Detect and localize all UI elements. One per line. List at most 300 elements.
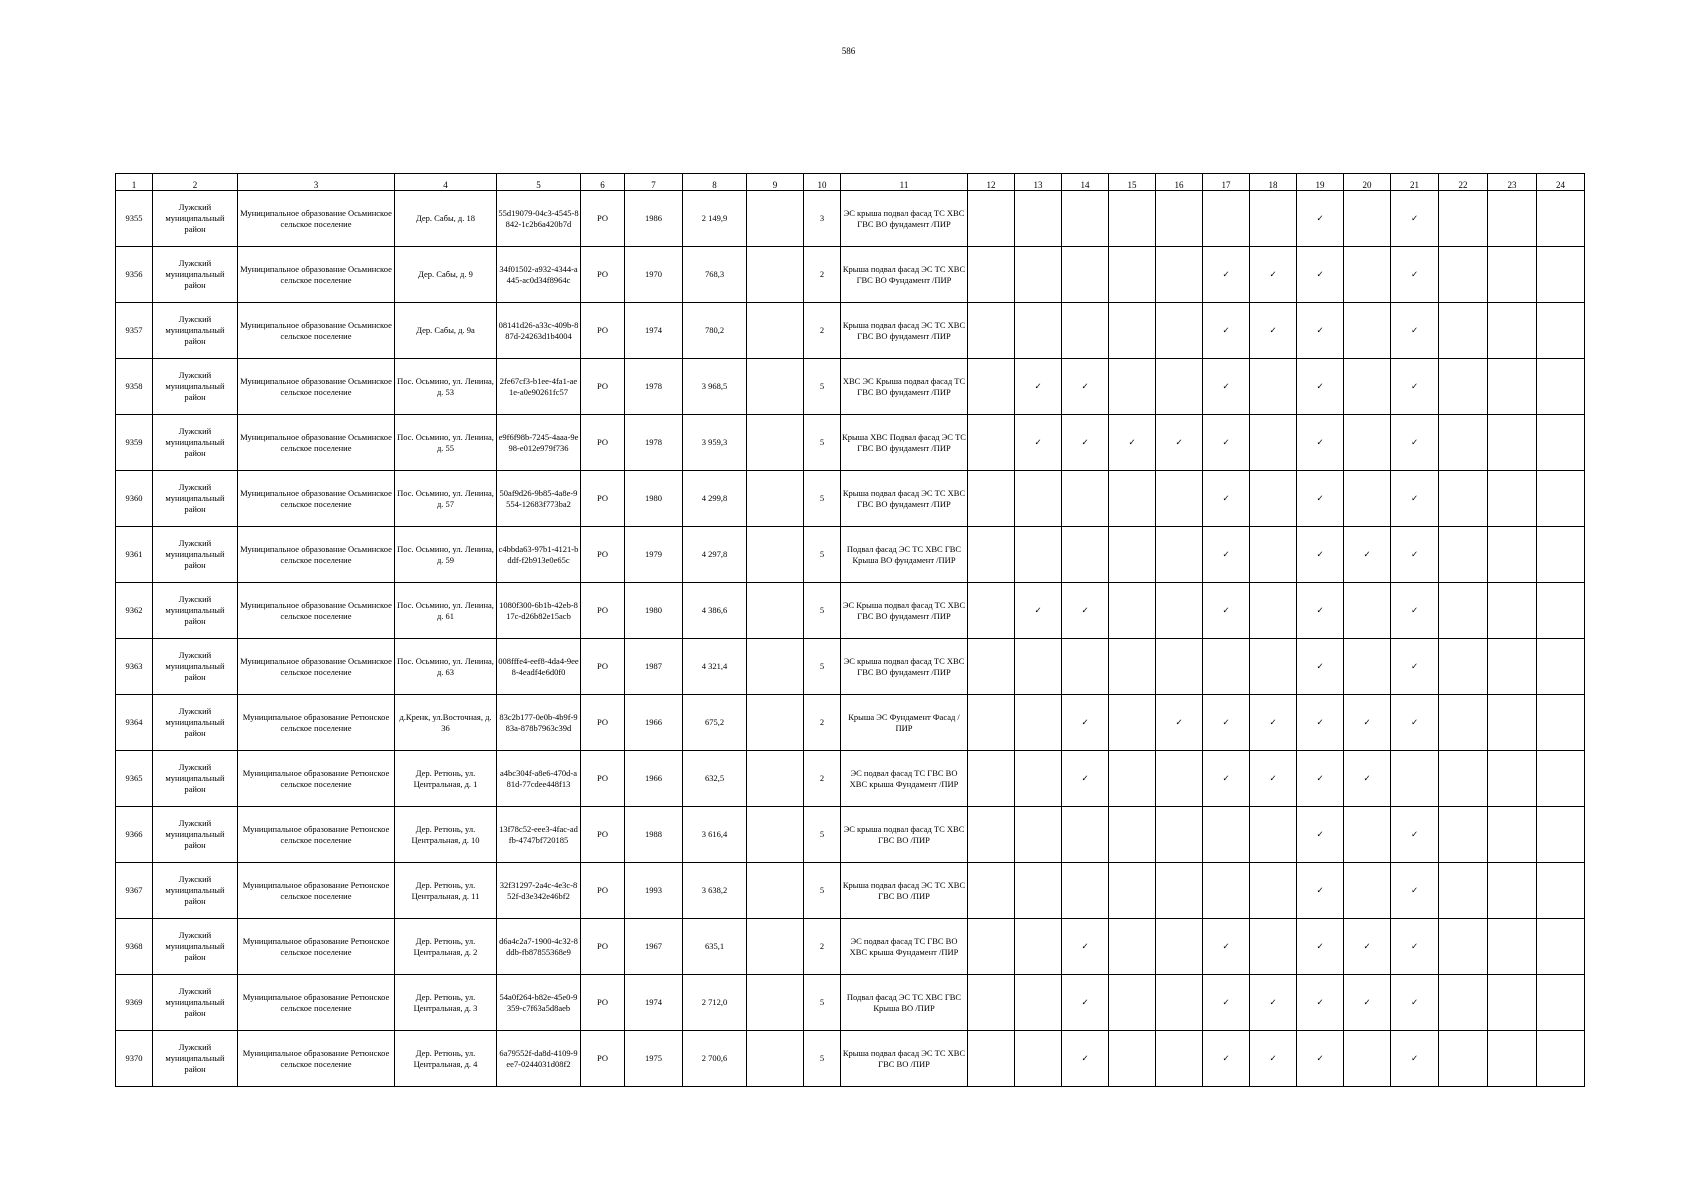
check-mark-icon: ✓ [1410,1053,1419,1063]
type-cell: РО [581,863,625,919]
address-cell: Дер. Сабы, д. 9а [395,303,497,359]
type-cell: РО [581,751,625,807]
check-cell-col-12 [968,415,1015,471]
check-mark-icon: ✓ [1410,661,1419,671]
check-mark-icon: ✓ [1316,381,1324,391]
works-list-cell: Подвал фасад ЭС ТС ХВС ГВС Крыша ВО /ПИР [841,975,968,1031]
building-id-cell: c4bbda63-97b1-4121-bddf-f2b913e0e65c [497,527,581,583]
building-id-cell: 32f31297-2a4c-4e3c-852f-d3e342e46bf2 [497,863,581,919]
column-9-cell [747,415,804,471]
check-cell-col-24 [1537,359,1585,415]
check-mark-icon: ✓ [1316,885,1324,895]
district-cell: Лужский муниципальный район [153,751,238,807]
district-cell: Лужский муниципальный район [153,1031,238,1087]
check-cell-col-16 [1156,191,1203,247]
check-cell-col-21 [1391,1031,1439,1087]
check-cell-col-15 [1109,527,1156,583]
floors-cell: 5 [804,863,841,919]
table-row [116,247,1585,303]
check-cell-col-19 [1297,807,1344,863]
column-header-8: 8 [683,174,747,191]
table-row [116,695,1585,751]
check-cell-col-13 [1015,471,1062,527]
check-cell-col-14 [1062,695,1109,751]
check-cell-col-18 [1250,303,1297,359]
column-9-cell [747,303,804,359]
check-cell-col-19 [1297,415,1344,471]
check-cell-col-23 [1488,1031,1537,1087]
district-cell: Лужский муниципальный район [153,919,238,975]
check-cell-col-14 [1062,303,1109,359]
check-cell-col-20 [1344,919,1391,975]
table-row [116,863,1585,919]
year-cell: 1970 [625,247,683,303]
check-cell-col-17 [1203,807,1250,863]
check-mark-icon: ✓ [1081,773,1089,783]
check-cell-col-20 [1344,583,1391,639]
check-cell-col-18 [1250,919,1297,975]
check-mark-icon: ✓ [1269,773,1277,783]
check-mark-icon: ✓ [1316,997,1324,1007]
check-cell-col-17 [1203,639,1250,695]
check-mark-icon: ✓ [1222,941,1230,951]
check-mark-icon: ✓ [1410,885,1419,895]
check-cell-col-24 [1537,919,1585,975]
check-mark-icon: ✓ [1316,941,1324,951]
check-cell-col-22 [1439,975,1488,1031]
check-cell-col-15 [1109,583,1156,639]
check-cell-col-13 [1015,1031,1062,1087]
check-mark-icon: ✓ [1316,549,1324,559]
floors-cell: 2 [804,247,841,303]
district-cell: Лужский муниципальный район [153,583,238,639]
type-cell: РО [581,975,625,1031]
type-cell: РО [581,415,625,471]
check-cell-col-17 [1203,695,1250,751]
check-mark-icon: ✓ [1363,941,1371,951]
column-9-cell [747,471,804,527]
type-cell: РО [581,191,625,247]
check-cell-col-20 [1344,863,1391,919]
check-mark-icon: ✓ [1081,717,1089,727]
check-mark-icon: ✓ [1410,997,1419,1007]
building-id-cell: d6a4c2a7-1900-4c32-8ddb-fb87855368e9 [497,919,581,975]
check-cell-col-16 [1156,247,1203,303]
building-id-cell: 13f78c52-eee3-4fac-adfb-4747bf720185 [497,807,581,863]
column-9-cell [747,191,804,247]
check-cell-col-17 [1203,975,1250,1031]
check-cell-col-16 [1156,807,1203,863]
check-cell-col-22 [1439,527,1488,583]
check-cell-col-14 [1062,919,1109,975]
check-cell-col-22 [1439,583,1488,639]
year-cell: 1979 [625,527,683,583]
check-cell-col-13 [1015,303,1062,359]
check-mark-icon: ✓ [1081,997,1089,1007]
column-header-15: 15 [1109,174,1156,191]
column-header-10: 10 [804,174,841,191]
check-cell-col-21 [1391,191,1439,247]
check-cell-col-20 [1344,415,1391,471]
works-list-cell: ХВС ЭС Крыша подвал фасад ТС ГВС ВО фундамент /ПИР [841,359,968,415]
type-cell: РО [581,527,625,583]
check-mark-icon: ✓ [1222,269,1230,279]
year-cell: 1966 [625,695,683,751]
address-cell: Пос. Осьмино, ул. Ленина, д. 63 [395,639,497,695]
check-cell-col-15 [1109,471,1156,527]
table-row [116,583,1585,639]
type-cell: РО [581,247,625,303]
check-cell-col-12 [968,975,1015,1031]
check-mark-icon: ✓ [1316,661,1324,671]
column-header-9: 9 [747,174,804,191]
municipality-cell: Муниципальное образование Ретюнское сельское поселение [238,807,395,863]
check-cell-col-24 [1537,751,1585,807]
check-cell-col-20 [1344,751,1391,807]
column-9-cell [747,639,804,695]
area-cell: 675,2 [683,695,747,751]
table-row [116,1031,1585,1087]
address-cell: Пос. Осьмино, ул. Ленина, д. 61 [395,583,497,639]
check-cell-col-12 [968,751,1015,807]
works-list-cell: ЭС крыша подвал фасад ТС ХВС ГВС ВО /ПИР [841,807,968,863]
check-cell-col-23 [1488,527,1537,583]
check-cell-col-21 [1391,695,1439,751]
building-id-cell: a4bc304f-a8e6-470d-a81d-77cdee448f13 [497,751,581,807]
municipality-cell: Муниципальное образование Ретюнское сельское поселение [238,751,395,807]
check-cell-col-19 [1297,583,1344,639]
district-cell: Лужский муниципальный район [153,975,238,1031]
area-cell: 632,5 [683,751,747,807]
municipality-cell: Муниципальное образование Осьминское сельское поселение [238,583,395,639]
check-mark-icon: ✓ [1410,381,1419,391]
check-cell-col-13 [1015,751,1062,807]
check-mark-icon: ✓ [1034,605,1042,615]
works-list-cell: Подвал фасад ЭС ТС ХВС ГВС Крыша ВО фундамент /ПИР [841,527,968,583]
check-cell-col-12 [968,695,1015,751]
check-cell-col-16 [1156,751,1203,807]
column-number-row [116,174,1585,191]
district-cell: Лужский муниципальный район [153,471,238,527]
check-cell-col-23 [1488,583,1537,639]
column-9-cell [747,359,804,415]
check-cell-col-23 [1488,863,1537,919]
check-mark-icon: ✓ [1316,717,1324,727]
check-cell-col-13 [1015,807,1062,863]
address-cell: Дер. Ретюнь, ул. Центральная, д. 10 [395,807,497,863]
check-mark-icon: ✓ [1222,549,1230,559]
check-mark-icon: ✓ [1081,941,1089,951]
check-cell-col-16 [1156,975,1203,1031]
check-cell-col-16 [1156,527,1203,583]
area-cell: 3 968,5 [683,359,747,415]
column-header-13: 13 [1015,174,1062,191]
municipality-cell: Муниципальное образование Ретюнское сельское поселение [238,919,395,975]
type-cell: РО [581,359,625,415]
area-cell: 635,1 [683,919,747,975]
check-cell-col-17 [1203,1031,1250,1087]
type-cell: РО [581,695,625,751]
column-9-cell [747,863,804,919]
year-cell: 1980 [625,583,683,639]
check-cell-col-22 [1439,1031,1488,1087]
year-cell: 1967 [625,919,683,975]
area-cell: 768,3 [683,247,747,303]
check-cell-col-24 [1537,695,1585,751]
check-cell-col-15 [1109,751,1156,807]
check-cell-col-22 [1439,303,1488,359]
check-mark-icon: ✓ [1363,773,1371,783]
check-mark-icon: ✓ [1316,269,1324,279]
floors-cell: 5 [804,807,841,863]
check-cell-col-22 [1439,471,1488,527]
check-cell-col-20 [1344,695,1391,751]
check-cell-col-14 [1062,527,1109,583]
check-cell-col-23 [1488,639,1537,695]
check-cell-col-22 [1439,359,1488,415]
district-cell: Лужский муниципальный район [153,191,238,247]
check-cell-col-17 [1203,751,1250,807]
check-cell-col-15 [1109,359,1156,415]
check-mark-icon: ✓ [1316,213,1324,223]
year-cell: 1975 [625,1031,683,1087]
floors-cell: 2 [804,751,841,807]
building-id-cell: 55d19079-04c3-4545-8842-1c2b6a420b7d [497,191,581,247]
municipality-cell: Муниципальное образование Осьминское сельское поселение [238,359,395,415]
check-mark-icon: ✓ [1410,437,1419,447]
district-cell: Лужский муниципальный район [153,695,238,751]
floors-cell: 2 [804,695,841,751]
check-cell-col-12 [968,807,1015,863]
column-header-24: 24 [1537,174,1585,191]
check-cell-col-14 [1062,583,1109,639]
check-mark-icon: ✓ [1316,1053,1324,1063]
works-list-cell: ЭС крыша подвал фасад ТС ХВС ГВС ВО фундамент /ПИР [841,639,968,695]
check-cell-col-19 [1297,975,1344,1031]
check-cell-col-13 [1015,863,1062,919]
table-row [116,527,1585,583]
works-list-cell: Крыша ХВС Подвал фасад ЭС ТС ГВС ВО фундамент /ПИР [841,415,968,471]
check-mark-icon: ✓ [1410,829,1419,839]
check-cell-col-19 [1297,919,1344,975]
check-cell-col-13 [1015,975,1062,1031]
check-cell-col-17 [1203,919,1250,975]
area-cell: 4 321,4 [683,639,747,695]
column-header-6: 6 [581,174,625,191]
district-cell: Лужский муниципальный район [153,527,238,583]
row-number-cell: 9363 [116,639,153,695]
check-cell-col-17 [1203,247,1250,303]
check-cell-col-23 [1488,303,1537,359]
building-id-cell: 1080f300-6b1b-42eb-817c-d26b82e15acb [497,583,581,639]
column-header-18: 18 [1250,174,1297,191]
check-cell-col-24 [1537,527,1585,583]
check-cell-col-20 [1344,247,1391,303]
row-number-cell: 9365 [116,751,153,807]
check-cell-col-15 [1109,191,1156,247]
floors-cell: 2 [804,919,841,975]
table-row [116,751,1585,807]
address-cell: д.Кренк, ул.Восточная, д. 36 [395,695,497,751]
check-cell-col-22 [1439,751,1488,807]
check-cell-col-21 [1391,247,1439,303]
check-cell-col-12 [968,583,1015,639]
check-cell-col-12 [968,639,1015,695]
works-list-cell: Крыша подвал фасад ЭС ТС ХВС ГВС ВО /ПИР [841,1031,968,1087]
check-mark-icon: ✓ [1222,1053,1230,1063]
type-cell: РО [581,639,625,695]
check-mark-icon: ✓ [1034,381,1042,391]
check-cell-col-24 [1537,415,1585,471]
address-cell: Дер. Сабы, д. 18 [395,191,497,247]
district-cell: Лужский муниципальный район [153,807,238,863]
check-cell-col-23 [1488,751,1537,807]
check-mark-icon: ✓ [1316,605,1324,615]
check-cell-col-15 [1109,695,1156,751]
check-cell-col-12 [968,863,1015,919]
area-cell: 2 700,6 [683,1031,747,1087]
check-cell-col-18 [1250,695,1297,751]
row-number-cell: 9361 [116,527,153,583]
check-cell-col-19 [1297,359,1344,415]
building-id-cell: 83c2b177-0e0b-4b9f-983a-878b7963c39d [497,695,581,751]
column-9-cell [747,695,804,751]
check-mark-icon: ✓ [1222,717,1230,727]
check-cell-col-22 [1439,863,1488,919]
address-cell: Дер. Ретюнь, ул. Центральная, д. 3 [395,975,497,1031]
check-cell-col-13 [1015,191,1062,247]
building-id-cell: 008fffe4-eef8-4da4-9ee8-4eadf4e6d0f0 [497,639,581,695]
municipality-cell: Муниципальное образование Ретюнское сельское поселение [238,1031,395,1087]
check-cell-col-19 [1297,191,1344,247]
works-list-cell: Крыша ЭС Фундамент Фасад /ПИР [841,695,968,751]
check-mark-icon: ✓ [1222,997,1230,1007]
check-mark-icon: ✓ [1222,325,1230,335]
check-cell-col-24 [1537,639,1585,695]
column-9-cell [747,807,804,863]
year-cell: 1987 [625,639,683,695]
floors-cell: 5 [804,1031,841,1087]
check-cell-col-22 [1439,415,1488,471]
check-mark-icon: ✓ [1363,717,1371,727]
type-cell: РО [581,807,625,863]
check-cell-col-23 [1488,807,1537,863]
check-cell-col-18 [1250,639,1297,695]
check-cell-col-20 [1344,471,1391,527]
check-cell-col-13 [1015,639,1062,695]
check-cell-col-20 [1344,191,1391,247]
check-cell-col-23 [1488,695,1537,751]
check-cell-col-14 [1062,975,1109,1031]
check-cell-col-21 [1391,583,1439,639]
check-cell-col-15 [1109,415,1156,471]
check-mark-icon: ✓ [1081,437,1089,447]
check-cell-col-14 [1062,247,1109,303]
column-header-19: 19 [1297,174,1344,191]
check-cell-col-21 [1391,919,1439,975]
check-cell-col-16 [1156,471,1203,527]
check-cell-col-17 [1203,303,1250,359]
district-cell: Лужский муниципальный район [153,303,238,359]
check-cell-col-14 [1062,751,1109,807]
check-cell-col-21 [1391,527,1439,583]
floors-cell: 5 [804,359,841,415]
check-cell-col-18 [1250,751,1297,807]
table-row [116,191,1585,247]
works-list-cell: ЭС крыша подвал фасад ТС ХВС ГВС ВО фундамент /ПИР [841,191,968,247]
page-number: 586 [841,46,856,56]
row-number-cell: 9364 [116,695,153,751]
check-mark-icon: ✓ [1269,717,1277,727]
check-cell-col-23 [1488,919,1537,975]
municipality-cell: Муниципальное образование Осьминское сельское поселение [238,415,395,471]
column-header-14: 14 [1062,174,1109,191]
check-cell-col-13 [1015,247,1062,303]
check-cell-col-23 [1488,415,1537,471]
check-cell-col-16 [1156,639,1203,695]
check-cell-col-19 [1297,1031,1344,1087]
check-cell-col-15 [1109,863,1156,919]
check-cell-col-20 [1344,639,1391,695]
municipality-cell: Муниципальное образование Осьминское сельское поселение [238,247,395,303]
check-mark-icon: ✓ [1128,437,1136,447]
check-cell-col-19 [1297,527,1344,583]
check-cell-col-24 [1537,303,1585,359]
municipality-cell: Муниципальное образование Осьминское сельское поселение [238,303,395,359]
check-mark-icon: ✓ [1316,437,1324,447]
check-cell-col-18 [1250,583,1297,639]
type-cell: РО [581,583,625,639]
column-header-22: 22 [1439,174,1488,191]
type-cell: РО [581,919,625,975]
check-mark-icon: ✓ [1410,325,1419,335]
check-cell-col-14 [1062,807,1109,863]
check-cell-col-15 [1109,975,1156,1031]
district-cell: Лужский муниципальный район [153,415,238,471]
check-cell-col-22 [1439,639,1488,695]
check-cell-col-19 [1297,471,1344,527]
check-cell-col-16 [1156,415,1203,471]
check-cell-col-21 [1391,639,1439,695]
check-cell-col-14 [1062,471,1109,527]
check-cell-col-15 [1109,639,1156,695]
check-cell-col-17 [1203,415,1250,471]
address-cell: Дер. Ретюнь, ул. Центральная, д. 4 [395,1031,497,1087]
check-cell-col-20 [1344,975,1391,1031]
year-cell: 1974 [625,975,683,1031]
column-header-16: 16 [1156,174,1203,191]
area-cell: 4 299,8 [683,471,747,527]
table-row [116,975,1585,1031]
check-cell-col-14 [1062,1031,1109,1087]
check-cell-col-24 [1537,807,1585,863]
check-cell-col-13 [1015,583,1062,639]
table-row [116,471,1585,527]
check-cell-col-13 [1015,695,1062,751]
works-list-cell: Крыша подвал фасад ЭС ТС ХВС ГВС ВО фундамент /ПИР [841,471,968,527]
year-cell: 1978 [625,415,683,471]
check-cell-col-12 [968,191,1015,247]
address-cell: Пос. Осьмино, ул. Ленина, д. 55 [395,415,497,471]
works-list-cell: Крыша подвал фасад ЭС ТС ХВС ГВС ВО фундамент /ПИР [841,303,968,359]
check-cell-col-18 [1250,807,1297,863]
check-cell-col-12 [968,471,1015,527]
check-mark-icon: ✓ [1034,437,1042,447]
row-number-cell: 9368 [116,919,153,975]
building-id-cell: 2fe67cf3-b1ee-4fa1-ae1e-a0e90261fc57 [497,359,581,415]
check-cell-col-21 [1391,303,1439,359]
area-cell: 2 712,0 [683,975,747,1031]
